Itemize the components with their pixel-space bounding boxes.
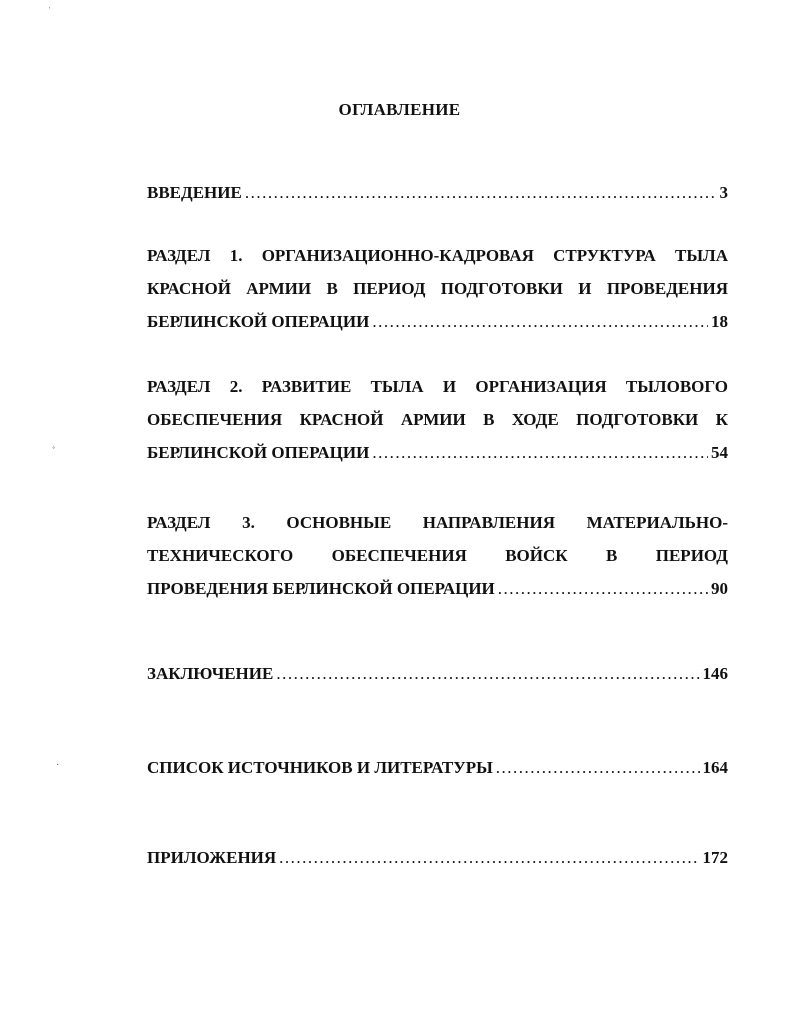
toc-entry-line: КРАСНОЙ АРМИИ В ПЕРИОД ПОДГОТОВКИ И ПРОВЕДЕНИЯ <box>147 279 728 298</box>
toc-entry-line: ПРОВЕДЕНИЯ БЕРЛИНСКОЙ ОПЕРАЦИИ <box>147 579 495 598</box>
toc-entry-section-2 <box>147 370 728 469</box>
toc-entry-line: БЕРЛИНСКОЙ ОПЕРАЦИИ <box>147 443 370 462</box>
toc-page-number: 90 <box>711 579 728 598</box>
toc-page-number: 172 <box>702 848 728 867</box>
dot-leader <box>276 657 699 690</box>
toc-page-number: 146 <box>702 664 728 683</box>
toc-entry-line: РАЗДЕЛ 2. РАЗВИТИЕ ТЫЛА И ОРГАНИЗАЦИЯ ТЫЛОВОГО <box>147 377 728 396</box>
toc-entry-title: ЗАКЛЮЧЕНИЕ <box>147 664 274 683</box>
scan-speck: ˈ <box>48 6 52 17</box>
toc-entry-title: ВВЕДЕНИЕ <box>147 183 242 202</box>
toc-entry-appendices <box>147 841 728 874</box>
toc-entry-line: ОБЕСПЕЧЕНИЯ КРАСНОЙ АРМИИ В ХОДЕ ПОДГОТОВКИ К <box>147 410 728 429</box>
page-title: ОГЛАВЛЕНИЕ <box>338 100 461 119</box>
toc-entry-line: ТЕХНИЧЕСКОГО ОБЕСПЕЧЕНИЯ ВОЙСК В ПЕРИОД <box>147 546 728 565</box>
toc-entry-line: РАЗДЕЛ 3. ОСНОВНЫЕ НАПРАВЛЕНИЯ МАТЕРИАЛЬНО- <box>147 513 728 532</box>
toc-entry-conclusion <box>147 657 728 690</box>
toc-entry-line: РАЗДЕЛ 1. ОРГАНИЗАЦИОННО-КАДРОВАЯ СТРУКТУРА ТЫЛА <box>147 246 728 265</box>
toc-page-number: 54 <box>711 443 728 462</box>
toc-entry-introduction <box>147 176 728 209</box>
toc-entry-sources <box>147 751 728 784</box>
toc-page-number: 164 <box>702 758 728 777</box>
toc-entry-section-1 <box>147 239 728 338</box>
dot-leader <box>498 572 708 605</box>
dot-leader <box>245 176 717 209</box>
dot-leader <box>279 841 699 874</box>
toc-page-number: 18 <box>711 312 728 331</box>
scan-speck: ˚ <box>52 446 56 457</box>
dot-leader <box>496 751 700 784</box>
scan-speck: · <box>56 760 60 771</box>
toc-entry-title: ПРИЛОЖЕНИЯ <box>147 848 277 867</box>
dot-leader <box>372 305 708 338</box>
toc-entry-title: СПИСОК ИСТОЧНИКОВ И ЛИТЕРАТУРЫ <box>147 758 493 777</box>
dot-leader <box>372 436 708 469</box>
toc-page-number: 3 <box>719 183 728 202</box>
toc-entry-section-3 <box>147 506 728 605</box>
toc-entry-line: БЕРЛИНСКОЙ ОПЕРАЦИИ <box>147 312 370 331</box>
